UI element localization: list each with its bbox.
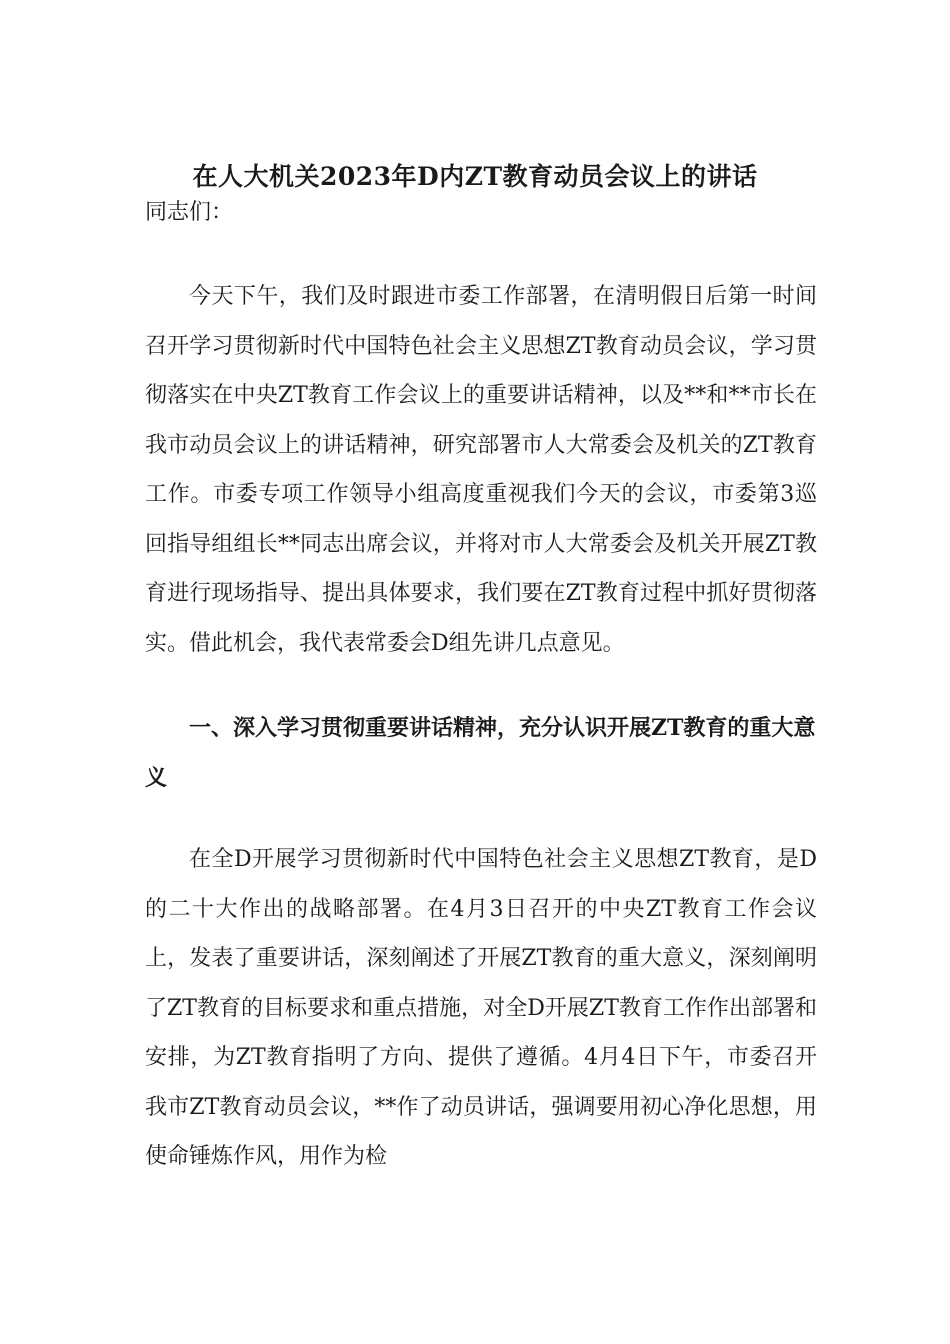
- body-paragraph-1: 今天下午，我们及时跟进市委工作部署，在清明假日后第一时间召开学习贯彻新时代中国特色社会主义思想ZT教育动员会议，学习贯彻落实在中央ZT教育工作会议上的重要讲话精神，以及**和**市长在我市动员会议上的讲话精神，研究部署市人大常委会及机关的ZT教育工作。市委专项工作领导小组高度重视我们今天的会议，市委第3巡回指导组组长**同志出席会议，并将对市人大常委会及机关开展ZT教育进行现场指导、提出具体要求，我们要在ZT教育过程中抓好贯彻落实。借此机会，我代表常委会D组先讲几点意见。: [145, 284, 817, 656]
- body-paragraph-2: 在全D开展学习贯彻新时代中国特色社会主义思想ZT教育，是D的二十大作出的战略部署。在4月3日召开的中央ZT教育工作会议上，发表了重要讲话，深刻阐述了开展ZT教育的重大意义，深刻阐明了ZT教育的目标要求和重点措施，对全D开展ZT教育工作作出部署和安排，为ZT教育指明了方向、提供了遵循。4月4日下午，市委召开我市ZT教育动员会议，**作了动员讲话，强调要用初心净化思想，用使命锤炼作风，用作为检: [145, 847, 817, 1169]
- document-title: 在人大机关2023年D内ZT教育动员会议上的讲话: [192, 162, 758, 191]
- salutation: 同志们：: [145, 200, 234, 225]
- section-heading-1: 一、深入学习贯彻重要讲话精神，充分认识开展ZT教育的重大意义: [145, 715, 816, 791]
